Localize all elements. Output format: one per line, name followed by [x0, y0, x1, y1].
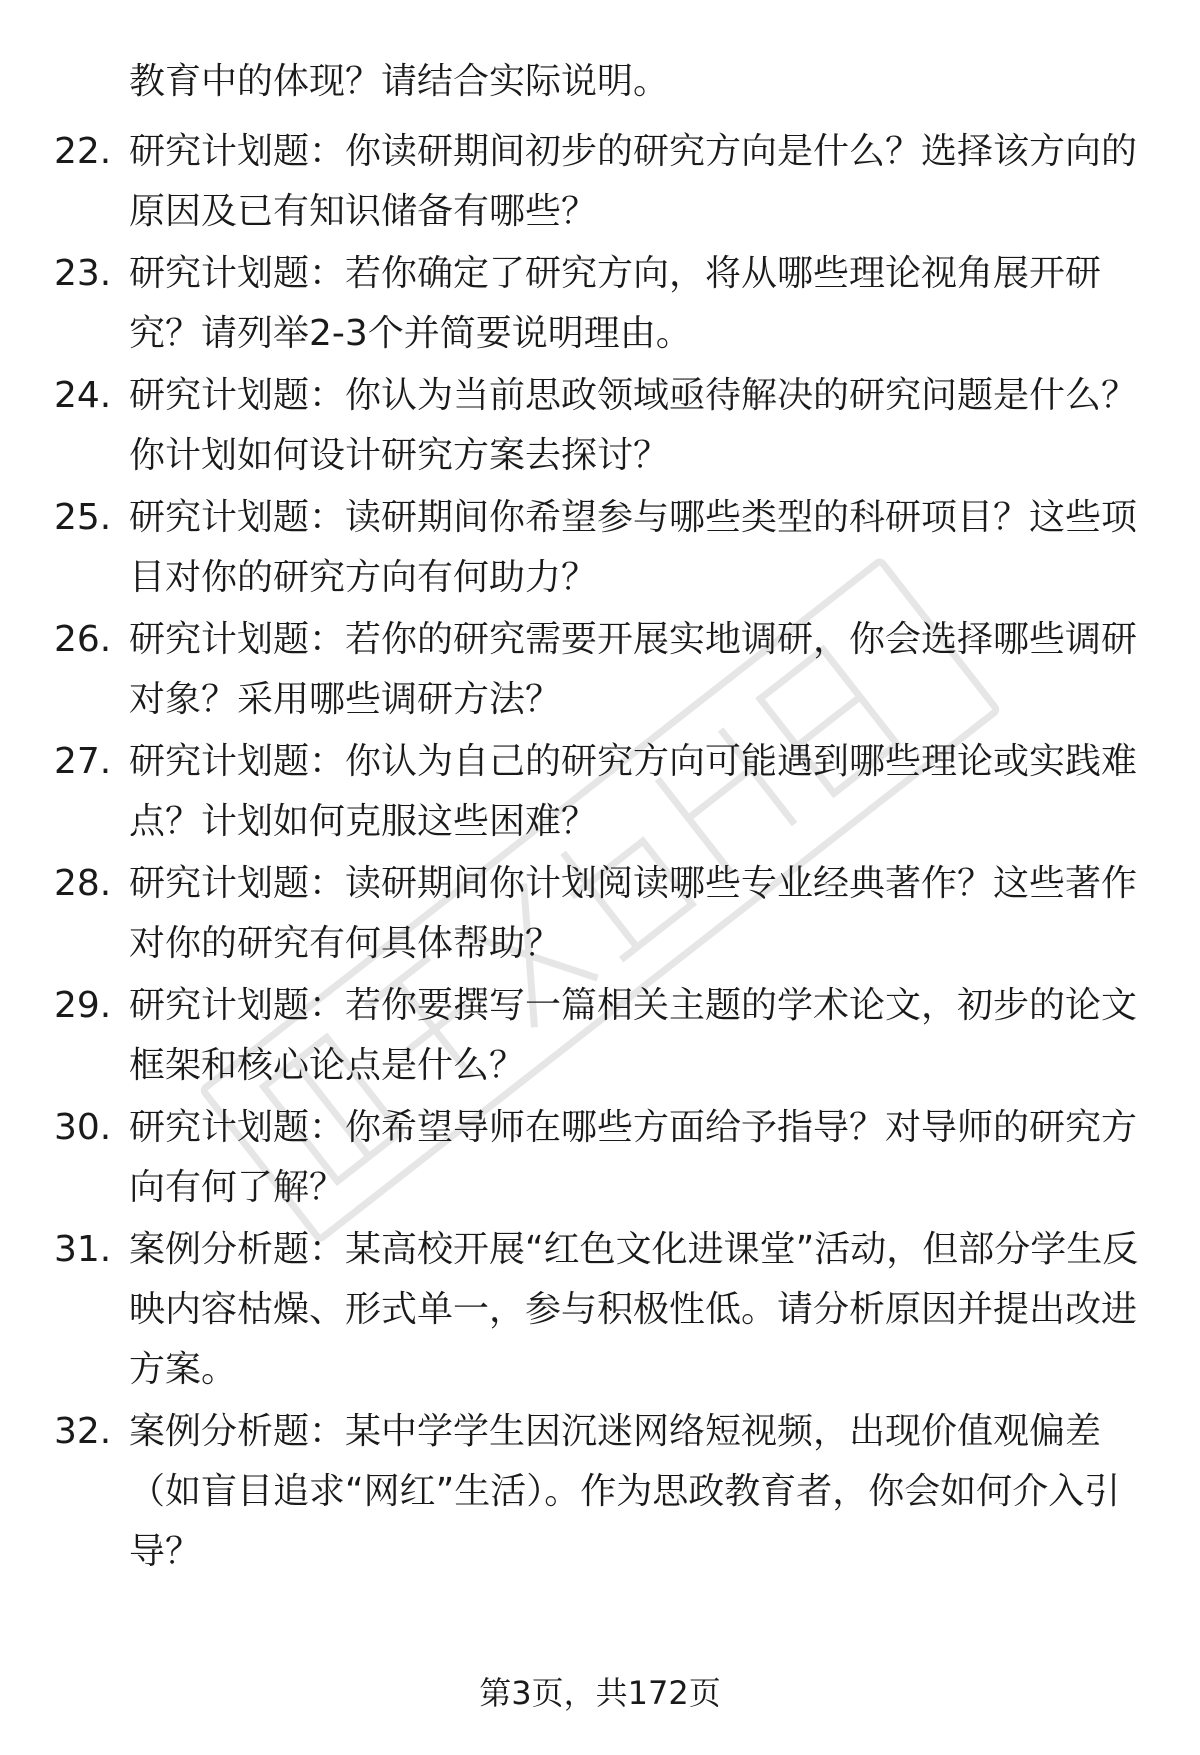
continuation-text: 教育中的体现？请结合实际说明。: [129, 61, 670, 102]
question-text: 研究计划题：你读研期间初步的研究方向是什么？选择该方向的原因及已有知识储备有哪些？: [129, 131, 1138, 232]
question-number: 27.: [54, 741, 112, 782]
question-text: 研究计划题：读研期间你计划阅读哪些专业经典著作？这些著作对你的研究有何具体帮助？: [129, 863, 1138, 964]
question-text: 研究计划题：你认为自己的研究方向可能遇到哪些理论或实践难点？计划如何克服这些困难？: [129, 741, 1138, 842]
question-text: 研究计划题：你希望导师在哪些方面给予指导？对导师的研究方向有何了解？: [129, 1107, 1138, 1208]
question-text: 案例分析题：某中学学生因沉迷网络短视频，出现价值观偏差（如盲目追求“网红”生活）。作为思政教育者，你会如何介入引导？: [129, 1411, 1121, 1572]
question-text: 研究计划题：若你要撰写一篇相关主题的学术论文，初步的论文框架和核心论点是什么？: [129, 985, 1138, 1086]
question-number: 24.: [54, 375, 112, 416]
question-text: 案例分析题：某高校开展“红色文化进课堂”活动，但部分学生反映内容枯燥、形式单一，参与积极性低。请分析原因并提出改进方案。: [129, 1229, 1139, 1390]
question-number: 25.: [54, 497, 112, 538]
question-number: 30.: [54, 1107, 112, 1148]
question-number: 31.: [54, 1229, 112, 1270]
question-number: 28.: [54, 863, 112, 904]
page-footer: 第3页，共172页: [479, 1674, 721, 1712]
question-text: 研究计划题：读研期间你希望参与哪些类型的科研项目？这些项目对你的研究方向有何助力？: [129, 497, 1138, 598]
question-number: 23.: [54, 253, 112, 294]
question-number: 26.: [54, 619, 112, 660]
question-number: 29.: [54, 985, 112, 1026]
question-number: 32.: [54, 1411, 112, 1452]
question-number: 22.: [54, 131, 112, 172]
question-text: 研究计划题：若你确定了研究方向，将从哪些理论视角展开研究？请列举2-3个并简要说明理由。: [129, 253, 1102, 354]
question-text: 研究计划题：若你的研究需要开展实地调研，你会选择哪些调研对象？采用哪些调研方法？: [129, 619, 1138, 720]
question-text: 研究计划题：你认为当前思政领域亟待解决的研究问题是什么？你计划如何设计研究方案去探讨？: [129, 375, 1138, 476]
